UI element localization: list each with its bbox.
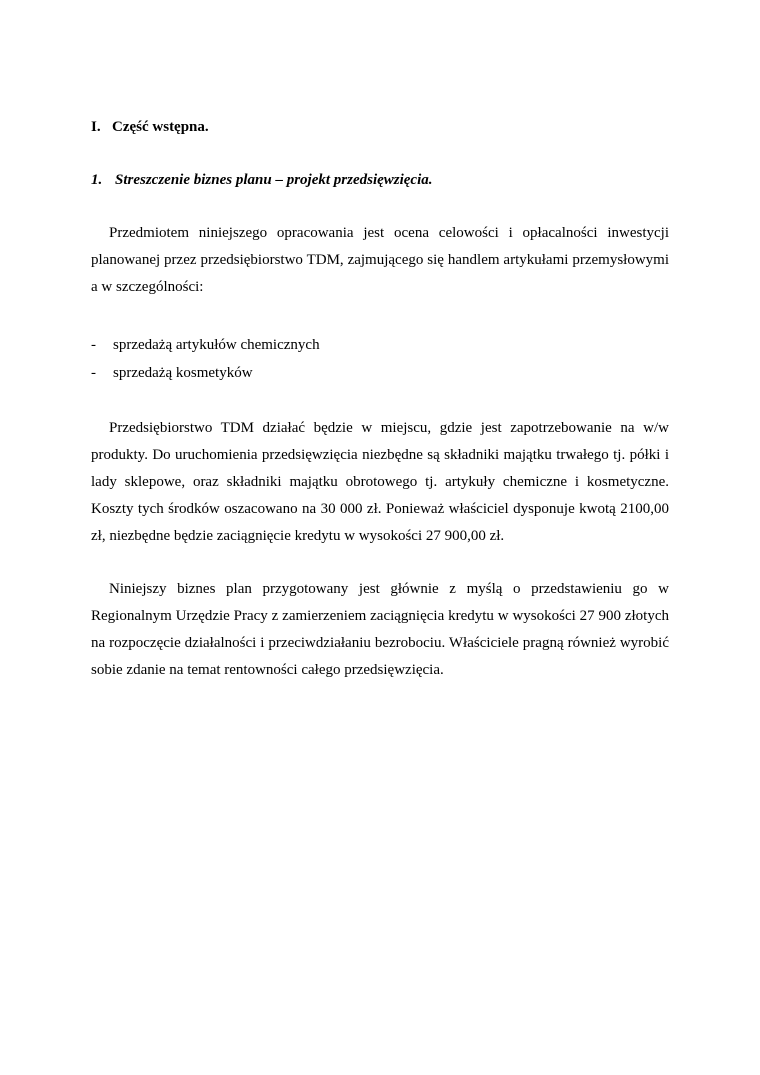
document-body <box>91 117 669 684</box>
list-bullet: - <box>91 365 96 381</box>
section-number: I. <box>91 119 101 135</box>
list-item <box>91 331 669 359</box>
activity-list <box>91 331 669 387</box>
list-item-text: sprzedażą artykułów chemicznych <box>113 337 320 353</box>
paragraph-resources: Przedsiębiorstwo TDM działać będzie w miejscu, gdzie jest zapotrzebowanie na w/w produkty. Do uruchomienia przedsięwzięcia niezbędne są składniki majątku trwałego tj. półki i lady sklepowe, oraz składniki majątku obrotowego tj. artykuły chemiczne i kosmetyczne. Koszty tych środków oszacowano na 30 000 zł. Ponieważ właściciel dysponuje kwotą 2100,00 zł, niezbędne będzie zaciągnięcie kredytu w wysokości 27 900,00 zł. <box>91 420 669 544</box>
subsection-number: 1. <box>91 172 103 188</box>
paragraph-intro: Przedmiotem niniejszego opracowania jest ocena celowości i opłacalności inwestycji planowanej przez przedsiębiorstwo TDM, zajmującego się handlem artykułami przemysłowymi a w szczególności: <box>91 225 669 295</box>
subsection-heading <box>91 170 669 190</box>
subsection-title: Streszczenie biznes planu – projekt przedsięwzięcia. <box>115 172 433 188</box>
section-title: Część wstępna. <box>112 119 209 135</box>
list-bullet: - <box>91 337 96 353</box>
list-item <box>91 359 669 387</box>
list-item-text: sprzedażą kosmetyków <box>113 365 253 381</box>
paragraph-purpose: Niniejszy biznes plan przygotowany jest głównie z myślą o przedstawieniu go w Regionalnym Urzędzie Pracy z zamierzeniem zaciągnięcia kredytu w wysokości 27 900 złotych na rozpoczęcie działalności i przeciwdziałaniu bezrobociu. Właściciele pragną również wyrobić sobie zdanie na temat rentowności całego przedsięwzięcia. <box>91 581 669 678</box>
section-heading <box>91 117 669 137</box>
